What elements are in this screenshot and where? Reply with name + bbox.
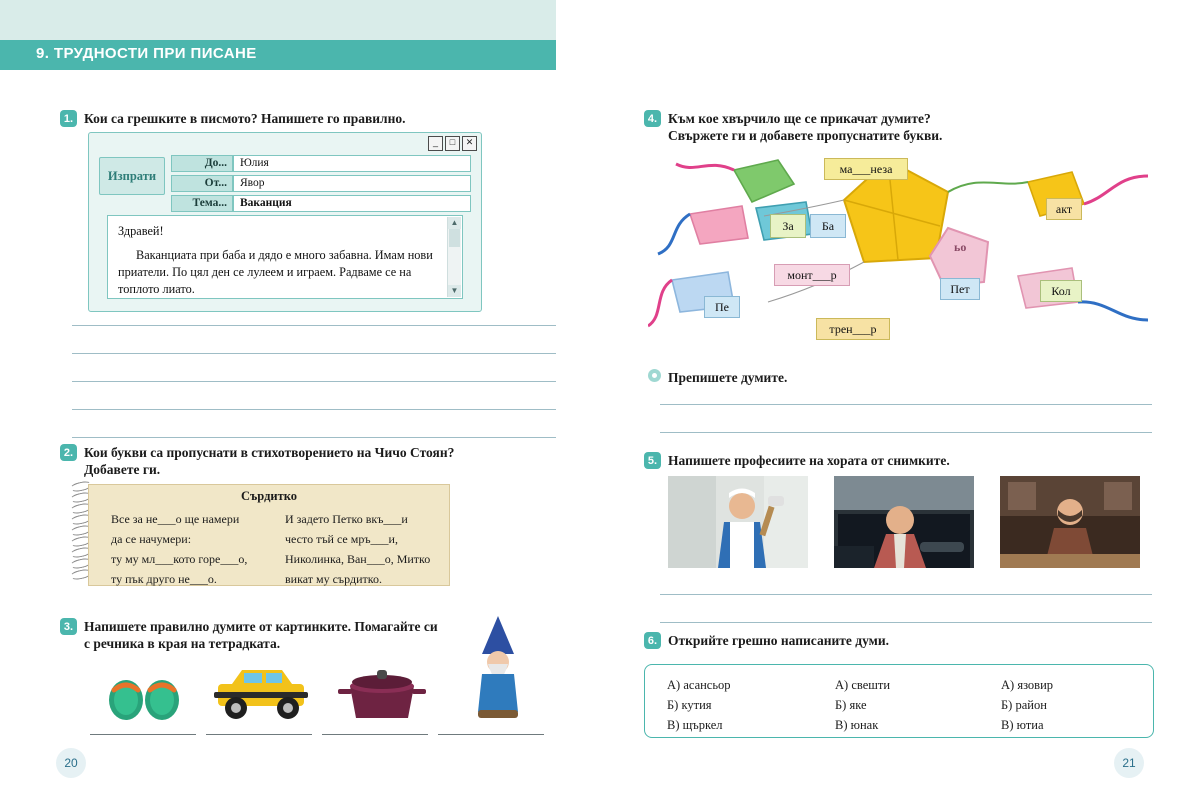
kites-illustration <box>648 130 1168 360</box>
exercise-4-prompt-line1: Към кое хвърчило ще се прикачат думите? <box>668 111 931 126</box>
answer-option[interactable]: В) юнак <box>835 718 879 732</box>
yellow-jeep-image <box>208 660 316 724</box>
scroll-down-icon[interactable]: ▼ <box>448 285 461 297</box>
exercise-1-prompt: Кои са грешките в писмото? Напишете го правилно. <box>84 111 406 126</box>
field-row-from <box>171 175 471 192</box>
word-card[interactable]: ма___неза <box>824 158 908 180</box>
answer-column-1 <box>667 675 731 735</box>
exercise-2-number: 2. <box>60 444 77 461</box>
exercise-3-prompt-line1: Напишете правилно думите от картинките. Помагайте си <box>84 619 438 634</box>
writing-line <box>660 404 1152 405</box>
answer-column-2 <box>835 675 890 735</box>
send-button[interactable]: Изпрати <box>99 157 165 195</box>
poem-column-2 <box>285 509 430 589</box>
header-background <box>0 0 556 40</box>
word-card[interactable]: акт <box>1046 198 1082 220</box>
to-field-value[interactable]: Юлия <box>233 155 471 172</box>
poem-line: ту пък друго не___о. <box>111 572 217 586</box>
word-card[interactable]: Кол <box>1040 280 1082 302</box>
from-field-value[interactable]: Явор <box>233 175 471 192</box>
maximize-icon[interactable]: □ <box>445 136 460 151</box>
word-card[interactable]: Пет <box>940 278 980 300</box>
page-number-right: 21 <box>1114 748 1144 778</box>
spiral-binding-icon <box>70 480 90 588</box>
word-card[interactable]: Пе <box>704 296 740 318</box>
word-card[interactable]: монт___р <box>774 264 850 286</box>
answer-option[interactable]: А) язовир <box>1001 678 1054 692</box>
field-row-to <box>171 155 471 172</box>
email-text: Ваканциата при баба и дядо е много забавна. Имам нови приатели. По цял ден се лулеем и играем. Радваме се на топлото лиато. <box>118 248 433 296</box>
exercise-5-prompt: Напишете професиите на хората от снимките. <box>668 453 950 468</box>
answer-option[interactable]: А) свешти <box>835 678 891 692</box>
poem-line: ту му мл___кото горе___о, <box>111 552 248 566</box>
writing-line <box>660 594 1152 595</box>
writing-line <box>72 353 556 354</box>
close-icon[interactable]: ✕ <box>462 136 477 151</box>
scrollbar-thumb[interactable] <box>449 229 460 247</box>
poem-title: Сърдитко <box>240 489 298 503</box>
email-greeting: Здравей! <box>118 224 164 238</box>
answer-option[interactable]: В) щъркел <box>667 718 723 732</box>
poem-line: И задето Петко вкъ___и <box>285 512 408 526</box>
truck-driver-photo <box>834 476 974 568</box>
flip-flops-image <box>96 660 192 724</box>
scroll-up-icon[interactable]: ▲ <box>448 217 461 229</box>
page-number-left: 20 <box>56 748 86 778</box>
exercise-6-prompt: Открийте грешно написаните думи. <box>668 633 890 648</box>
bullet-icon <box>648 369 661 382</box>
exercise-3-prompt-line2: с речника в края на тетрадката. <box>84 636 281 651</box>
window-controls[interactable] <box>428 136 477 151</box>
answer-option[interactable]: Б) яке <box>835 698 867 712</box>
poem-line: често тъй се мръ___и, <box>285 532 398 546</box>
poem-column-1 <box>111 509 247 589</box>
answer-option[interactable]: А) асансьор <box>667 678 731 692</box>
garden-gnome-image <box>470 612 526 724</box>
exercise-4-number: 4. <box>644 110 661 127</box>
writing-line <box>72 437 556 438</box>
kite-letter-yu: ьо <box>954 240 967 254</box>
exercise-2-prompt-line2: Добавете ги. <box>84 462 161 477</box>
subject-field-label: Тема... <box>171 195 233 212</box>
page-title: 9. ТРУДНОСТИ ПРИ ПИСАНЕ <box>36 45 257 62</box>
email-window[interactable] <box>88 132 482 312</box>
writing-line <box>72 381 556 382</box>
kites-svg <box>648 130 1168 360</box>
from-field-label: От... <box>171 175 233 192</box>
exercise-4-prompt-line2: Свържете ги и добавете пропуснатите букви. <box>668 128 943 143</box>
exercise-6-box <box>644 664 1154 738</box>
poem-line: да се начумери: <box>111 532 192 546</box>
exercise-6-number: 6. <box>644 632 661 649</box>
exercise-4-subtask: Препишете думите. <box>668 370 788 385</box>
exercise-3-number: 3. <box>60 618 77 635</box>
answer-option[interactable]: Б) район <box>1001 698 1047 712</box>
exercise-2-prompt-line1: Кои букви са пропуснати в стихотворението на Чичо Стоян? <box>84 445 455 460</box>
poem-line: Николинка, Ван___о, Митко <box>285 552 431 566</box>
writing-line <box>660 432 1152 433</box>
word-card[interactable]: трен___р <box>816 318 890 340</box>
email-body[interactable] <box>107 215 463 299</box>
writing-line <box>660 622 1152 623</box>
painter-photo <box>668 476 808 568</box>
answer-line <box>206 734 312 735</box>
exercise-1-number: 1. <box>60 110 77 127</box>
word-card[interactable]: За <box>770 214 806 238</box>
poem-line: викат му сърдитко. <box>285 572 382 586</box>
answer-option[interactable]: Б) кутия <box>667 698 712 712</box>
to-field-label: До... <box>171 155 233 172</box>
cooking-pot-image <box>330 656 434 724</box>
answer-line <box>90 734 196 735</box>
answer-line <box>438 734 544 735</box>
subject-field-value[interactable]: Ваканция <box>233 195 471 212</box>
writing-line <box>72 409 556 410</box>
answer-line <box>322 734 428 735</box>
poem-line: Все за не___о ще намери <box>111 512 240 526</box>
field-row-subject <box>171 195 471 212</box>
answer-column-3 <box>1001 675 1053 735</box>
carpenter-photo <box>1000 476 1140 568</box>
minimize-icon[interactable]: _ <box>428 136 443 151</box>
answer-option[interactable]: В) ютиа <box>1001 718 1044 732</box>
writing-line <box>72 325 556 326</box>
exercise-5-number: 5. <box>644 452 661 469</box>
poem-card <box>88 484 450 586</box>
word-card[interactable]: Ба <box>810 214 846 238</box>
vertical-scrollbar[interactable] <box>447 217 461 297</box>
